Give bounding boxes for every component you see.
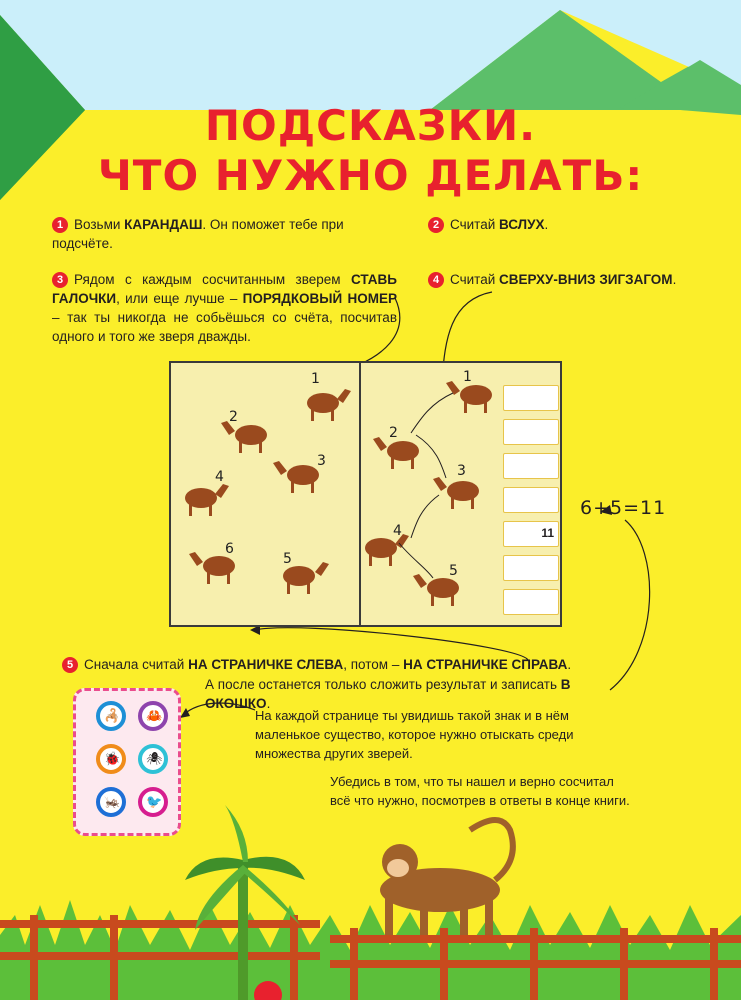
camel-right-2 xyxy=(373,437,419,469)
tip-3-bold-1: СТАВЬ ГАЛОЧКИ xyxy=(52,272,397,306)
tip-3 xyxy=(52,270,397,346)
hummingbird-icon: 🐦 xyxy=(138,787,168,817)
tip-4 xyxy=(428,270,718,289)
tip-1-number: 1 xyxy=(52,217,68,233)
page-title-line1: ПОДСКАЗКИ. xyxy=(204,101,537,150)
count-label: 4 xyxy=(393,523,402,539)
sum-equation: 6+5=11 xyxy=(580,497,667,519)
count-label: 5 xyxy=(283,551,292,567)
tip-3-bold-2: ПОРЯДКОВЫЙ НОМЕР xyxy=(242,291,397,306)
ladybug-icon: 🐞 xyxy=(96,744,126,774)
tip-4-text: Считай xyxy=(450,272,500,287)
count-label: 4 xyxy=(215,469,224,485)
magnifier-legend-card xyxy=(73,688,181,836)
tip-3-number: 3 xyxy=(52,272,68,288)
book-spread-illustration xyxy=(169,361,562,627)
tip-5-line-2-bold: В ОКОШКО xyxy=(205,677,571,711)
camel-right-1 xyxy=(446,381,492,413)
tip-5-text: Сначала считай xyxy=(84,657,189,672)
tip-5-bold-1: НА СТРАНИЧКЕ СЛЕВА xyxy=(188,657,344,672)
tip-3-text-end: – так ты никогда не собьёшься со счёта, посчитав одного и того же зверя дважды. xyxy=(52,310,397,344)
count-label: 2 xyxy=(229,409,238,425)
tip-2 xyxy=(428,215,688,234)
count-label: 3 xyxy=(457,463,466,479)
tip-2-text-end: . xyxy=(544,217,549,232)
camel-right-4 xyxy=(365,534,409,566)
tip-2-bold: ВСЛУХ xyxy=(499,217,545,232)
spider-icon: 🕷 xyxy=(138,744,168,774)
tip-5 xyxy=(62,655,622,674)
tip-4-bold: СВЕРХУ-ВНИЗ ЗИГЗАГОМ xyxy=(499,272,673,287)
crab-icon: 🦀 xyxy=(138,701,168,731)
legend-explanation: На каждой странице ты увидишь такой знак и в нём маленькое существо, которое нужно отыскать среди множества других зверей. xyxy=(255,708,574,761)
page-title-line2: ЧТО НУЖНО ДЕЛАТЬ: xyxy=(97,151,644,200)
count-label: 6 xyxy=(225,541,234,557)
animal-box xyxy=(503,419,559,445)
tip-5-line-2-text: А после останется только сложить результат и записать xyxy=(205,677,561,692)
animal-box xyxy=(503,453,559,479)
camel-left-4 xyxy=(185,484,229,516)
camel-left-2 xyxy=(221,421,267,453)
grasshopper-icon: 🦗 xyxy=(96,787,126,817)
tip-3-text: Рядом с каждым сосчитанным зверем xyxy=(74,272,351,287)
tip-1 xyxy=(52,215,382,253)
tip-5-text-mid: , потом – xyxy=(343,657,404,672)
camels-illustration xyxy=(171,363,560,625)
tip-1-text-end: . Он поможет тебе при подсчёте. xyxy=(52,217,344,251)
animal-box xyxy=(503,555,559,581)
count-label: 5 xyxy=(449,563,458,579)
animal-box xyxy=(503,487,559,513)
count-label: 2 xyxy=(389,425,398,441)
scorpion-icon: 🦂 xyxy=(96,701,126,731)
tip-4-text-end: . xyxy=(672,272,677,287)
tip-5-number: 5 xyxy=(62,657,78,673)
count-label: 3 xyxy=(317,453,326,469)
answer-box xyxy=(503,521,559,547)
camel-left-1 xyxy=(307,389,351,421)
tip-5-text-end: . xyxy=(567,657,572,672)
count-label: 1 xyxy=(463,369,472,385)
tip-1-text: Возьми xyxy=(74,217,125,232)
count-label: 1 xyxy=(311,371,320,387)
tip-5-bold-2: НА СТРАНИЧКЕ СПРАВА xyxy=(403,657,568,672)
camel-left-3 xyxy=(273,461,319,493)
tip-4-number: 4 xyxy=(428,272,444,288)
answer-value: 11 xyxy=(541,526,554,540)
tip-2-number: 2 xyxy=(428,217,444,233)
check-answers-text: Убедись в том, что ты нашел и верно сосчитал всё что нужно, посмотрев в ответы в конце книги. xyxy=(330,774,630,808)
tip-3-text-mid: , или еще лучше – xyxy=(116,291,243,306)
animal-box xyxy=(503,385,559,411)
tip-2-text: Считай xyxy=(450,217,500,232)
animal-box xyxy=(503,589,559,615)
tip-5-line-2-end: . xyxy=(266,696,271,711)
tip-1-bold: КАРАНДАШ xyxy=(124,217,203,232)
camel-right-3 xyxy=(433,477,479,509)
